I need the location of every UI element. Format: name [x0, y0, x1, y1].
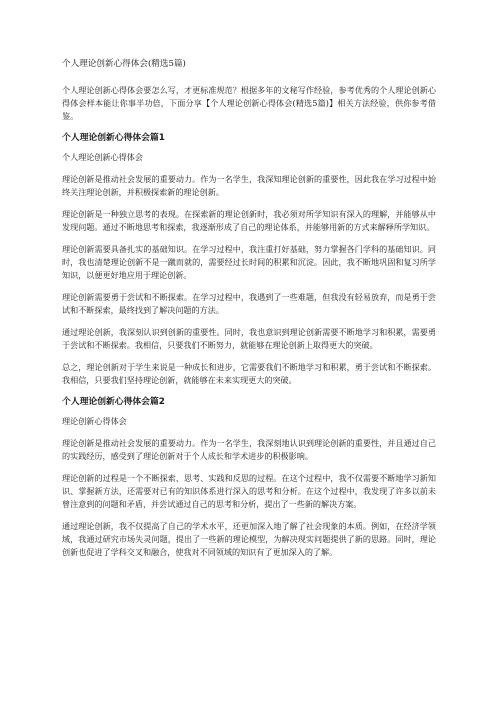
paragraph: 理论创新是一种独立思考的表现。在探索新的理论创新时，我必须对所学知识有深入的理解，并能够从中发现问题。通过不断地思考和探索，我逐渐形成了自己的理论体系，并能够用新的方式来解释所学知识。 [62, 209, 436, 233]
paragraph: 理论创新需要具备扎实的基础知识。在学习过程中，我注重打好基础，努力掌握各门学科的基础知识。同时，我也清楚理论创新不是一蹴而就的，需要经过长时间的积累和沉淀。因此，我不断地巩固和复习所学知识，以便更好地应用于理论创新。 [62, 243, 436, 281]
paragraph: 理论创新是推动社会发展的重要动力。作为一名学生，我深刻地认识到理论创新的重要性，并且通过自己的实践经历，感受到了理论创新对于个人成长和学术进步的积极影响。 [62, 437, 436, 461]
document-title: 个人理论创新心得体会(精选5篇) [62, 59, 186, 69]
paragraph: 理论创新的过程是一个不断探索、思考、实践和反思的过程。在这个过程中，我不仅需要不断地学习新知识、掌握新方法，还需要对已有的知识体系进行深入的思考和分析。在这个过程中，我发现了许多以前未曾注意到的问题和矛盾，并尝试通过自己的思考和分析，提出了一些新的解决方案。 [62, 472, 436, 510]
section-subtitle: 个人理论创新心得体会 [62, 152, 143, 163]
section-subtitle: 理论创新心得体会 [62, 415, 127, 426]
paragraph: 通过理论创新，我深刻认识到创新的重要性。同时，我也意识到理论创新需要不断地学习和积累，需要勇于尝试和不断探索。我相信，只要我们不断努力，就能够在理论创新上取得更大的突破。 [62, 326, 436, 351]
section-heading: 个人理论创新心得体会篇1 [62, 133, 165, 144]
paragraph: 理论创新需要勇于尝试和不断探索。在学习过程中，我遇到了一些难题，但我没有轻易放弃，而是勇于尝试和不断探索，最终找到了解决问题的方法。 [62, 292, 436, 316]
paragraph: 总之，理论创新对于学生来说是一种成长和进步，它需要我们不断地学习和积累，勇于尝试和不断探索。我相信，只要我们坚持理论创新，就能够在未来实现更大的突破。 [62, 361, 436, 386]
section-1 [62, 132, 436, 387]
paragraph: 理论创新是推动社会发展的重要动力。作为一名学生，我深知理论创新的重要性，因此我在学习过程中始终关注理论创新，并积极探索新的理论创新。 [62, 174, 436, 198]
section-2 [62, 396, 436, 560]
section-heading: 个人理论创新心得体会篇2 [62, 396, 165, 407]
document-page [62, 58, 436, 568]
intro-paragraph: 个人理论创新心得体会要怎么写，才更标准规范？根据多年的文秘写作经验，参考优秀的个人理论创新心得体会样本能让你事半功倍，下面分享【个人理论创新心得体会(精选5篇)】相关方法经验，供你参考借鉴。 [62, 85, 436, 122]
paragraph: 通过理论创新，我不仅提高了自己的学术水平，还更加深入地了解了社会现象的本质。例如，在经济学领域，我通过研究市场失灵问题，提出了一些新的理论模型，为解决现实问题提供了新的思路。同时，理论创新也促进了学科交叉和融合，使我对不同领域的知识有了更加深入的了解。 [62, 520, 436, 558]
